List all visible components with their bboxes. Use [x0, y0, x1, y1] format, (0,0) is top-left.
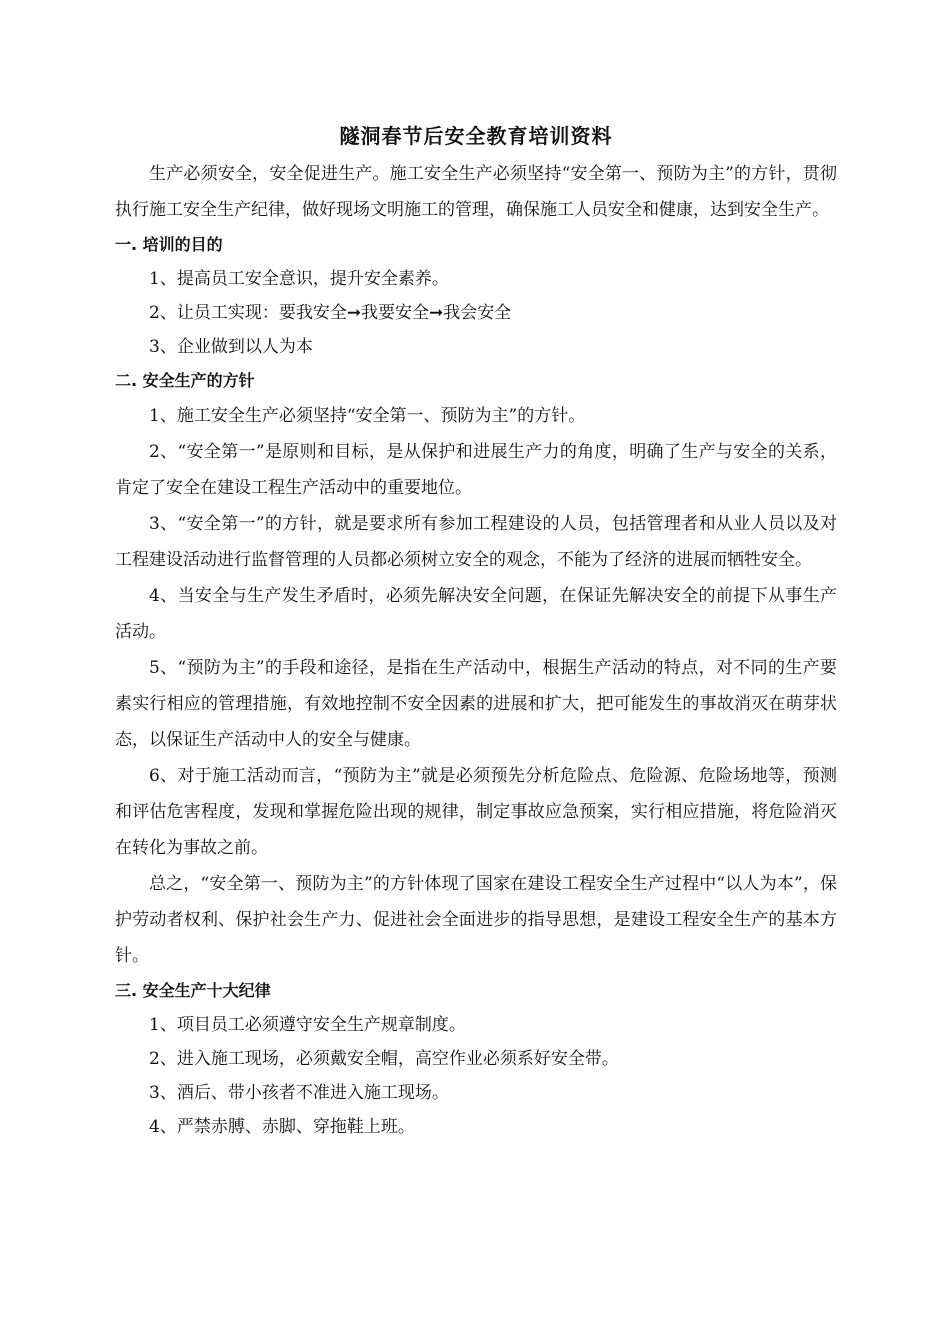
- list-item: 3、“安全第一”的方针，就是要求所有参加工程建设的人员，包括管理者和从业人员以及对工程建设活动进行监督管理的人员都必须树立安全的观念，不能为了经济的进展而牺牲安全。: [115, 514, 837, 570]
- section-heading-policy: 二. 安全生产的方针: [115, 371, 255, 390]
- document-body: [115, 118, 837, 1144]
- list-item: 2、进入施工现场，必须戴安全帽，高空作业必须系好安全带。: [149, 1049, 619, 1069]
- section-heading-discipline: 三. 安全生产十大纪律: [115, 981, 271, 1000]
- list-item: 1、施工安全生产必须坚持“安全第一、预防为主”的方针。: [149, 406, 586, 426]
- list-item: 1、提高员工安全意识，提升安全素养。: [149, 269, 449, 289]
- intro-paragraph: 生产必须安全，安全促进生产。施工安全生产必须坚持“安全第一、预防为主”的方针，贯彻执行施工安全生产纪律，做好现场文明施工的管理，确保施工人员安全和健康，达到安全生产。: [115, 164, 837, 220]
- list-item: 3、企业做到以人为本: [149, 337, 313, 357]
- list-item: 3、酒后、带小孩者不准进入施工现场。: [149, 1083, 449, 1103]
- section-heading-purpose: 一. 培训的目的: [115, 235, 223, 254]
- document-title: 隧洞春节后安全教育培训资料: [339, 124, 613, 148]
- list-item: 4、严禁赤膊、赤脚、穿拖鞋上班。: [149, 1117, 415, 1137]
- list-item: 4、当安全与生产发生矛盾时，必须先解决安全问题，在保证先解决安全的前提下从事生产活动。: [115, 586, 837, 642]
- list-item: 5、“预防为主”的手段和途径，是指在生产活动中，根据生产活动的特点，对不同的生产要素实行相应的管理措施，有效地控制不安全因素的进展和扩大，把可能发生的事故消灭在萌芽状态，以保证生产活动中人的安全与健康。: [115, 658, 837, 750]
- list-item: 2、让员工实现：要我安全➞我要安全➞我会安全: [149, 303, 512, 323]
- summary-paragraph: 总之，“安全第一、预防为主”的方针体现了国家在建设工程安全生产过程中“以人为本”，保护劳动者权利、保护社会生产力、促进社会全面进步的指导思想，是建设工程安全生产的基本方针。: [115, 874, 837, 966]
- list-item: 2、“安全第一”是原则和目标，是从保护和进展生产力的角度，明确了生产与安全的关系，肯定了安全在建设工程生产活动中的重要地位。: [115, 442, 837, 498]
- list-item: 1、项目员工必须遵守安全生产规章制度。: [149, 1015, 466, 1035]
- list-item: 6、对于施工活动而言，“预防为主”就是必须预先分析危险点、危险源、危险场地等，预测和评估危害程度，发现和掌握危险出现的规律，制定事故应急预案，实行相应措施，将危险消灭在转化为事故之前。: [115, 766, 837, 858]
